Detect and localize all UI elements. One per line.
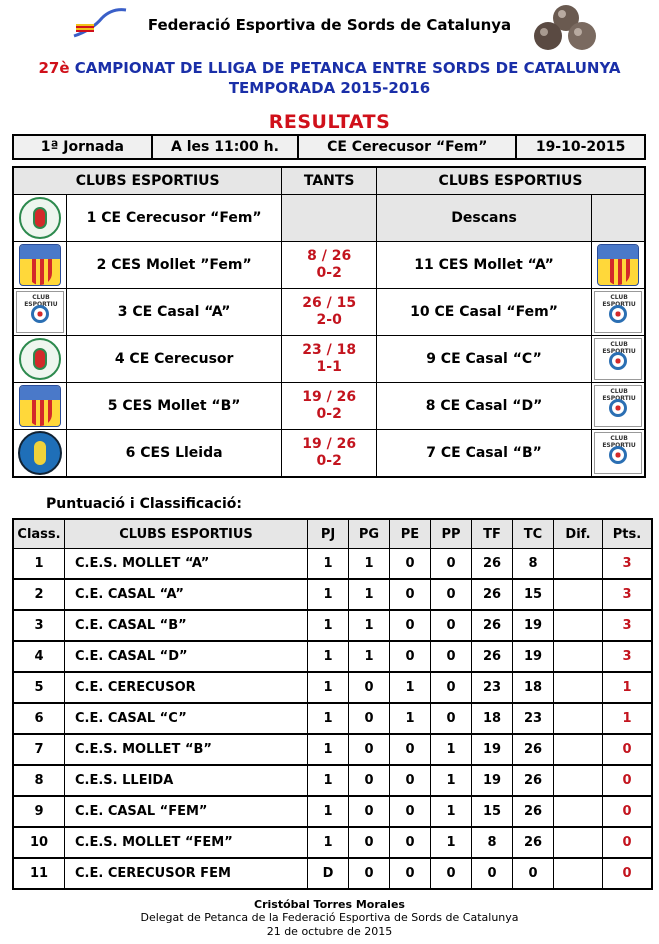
standings-points-for: 19 — [472, 734, 513, 765]
standings-difference — [554, 734, 603, 765]
standings-rank: 4 — [13, 641, 65, 672]
clubs-right-header: CLUBS ESPORTIUS — [376, 167, 645, 195]
col-pe: PE — [390, 519, 431, 549]
standings-rank: 3 — [13, 610, 65, 641]
away-club: 10 CE Casal “Fem” — [376, 289, 591, 336]
standings-lost: 1 — [431, 734, 472, 765]
standings-points: 0 — [603, 796, 653, 827]
match-row — [13, 430, 645, 478]
col-pts: Pts. — [603, 519, 653, 549]
standings-rank: 9 — [13, 796, 65, 827]
standings-lost: 1 — [431, 765, 472, 796]
standings-rank: 6 — [13, 703, 65, 734]
standings-won: 1 — [349, 610, 390, 641]
standings-club: C.E.S. LLEIDA — [65, 765, 308, 796]
standings-club: C.E. CASAL “B” — [65, 610, 308, 641]
standings-header-row — [13, 519, 652, 549]
standings-points-for: 15 — [472, 796, 513, 827]
mollet-logo-icon — [19, 244, 61, 286]
cerecusor-logo-icon — [19, 197, 61, 239]
standings-club: C.E.S. MOLLET “FEM” — [65, 827, 308, 858]
championship-name: CAMPIONAT DE LLIGA DE PETANCA ENTRE SORDS DE CATALUNYA — [69, 59, 621, 77]
standings-lost: 0 — [431, 672, 472, 703]
standings-points-for: 23 — [472, 672, 513, 703]
standings-club: C.E. CASAL “FEM” — [65, 796, 308, 827]
standings-played: 1 — [308, 672, 349, 703]
away-club: 11 CES Mollet “A” — [376, 242, 591, 289]
match-score: 8 / 26 0-2 — [282, 242, 377, 289]
match-row — [13, 195, 645, 242]
standings-points-for: 18 — [472, 703, 513, 734]
standings-difference — [554, 549, 603, 580]
standings-played: 1 — [308, 579, 349, 610]
standings-table — [12, 518, 653, 890]
standings-points-against: 8 — [513, 549, 554, 580]
standings-rank: 10 — [13, 827, 65, 858]
standings-row — [13, 796, 652, 827]
standings-difference — [554, 765, 603, 796]
standings-drawn: 0 — [390, 796, 431, 827]
standings-drawn: 0 — [390, 734, 431, 765]
clubs-left-header: CLUBS ESPORTIUS — [13, 167, 282, 195]
away-club: Descans — [376, 195, 591, 242]
standings-points-against: 15 — [513, 579, 554, 610]
standings-played: 1 — [308, 827, 349, 858]
standings-drawn: 0 — [390, 827, 431, 858]
standings-lost: 0 — [431, 610, 472, 641]
standings-won: 0 — [349, 703, 390, 734]
home-club: 1 CE Cerecusor “Fem” — [66, 195, 282, 242]
standings-club: C.E. CERECUSOR — [65, 672, 308, 703]
matches-table — [12, 166, 646, 478]
standings-row — [13, 579, 652, 610]
col-club: CLUBS ESPORTIUS — [65, 519, 308, 549]
matchday-info-bar — [12, 134, 646, 160]
standings-won: 0 — [349, 734, 390, 765]
standings-club: C.E. CASAL “C” — [65, 703, 308, 734]
standings-row — [13, 734, 652, 765]
standings-points-against: 26 — [513, 734, 554, 765]
standings-won: 0 — [349, 796, 390, 827]
col-tc: TC — [513, 519, 554, 549]
standings-lost: 0 — [431, 858, 472, 889]
standings-points: 3 — [603, 610, 653, 641]
standings-lost: 1 — [431, 796, 472, 827]
standings-drawn: 0 — [390, 610, 431, 641]
col-pj: PJ — [308, 519, 349, 549]
standings-played: 1 — [308, 549, 349, 580]
standings-drawn: 1 — [390, 703, 431, 734]
mollet-logo-icon — [597, 244, 639, 286]
standings-club: C.E. CERECUSOR FEM — [65, 858, 308, 889]
standings-title: Puntuació i Classificació: — [46, 496, 242, 512]
standings-row — [13, 703, 652, 734]
standings-points: 3 — [603, 579, 653, 610]
col-pp: PP — [431, 519, 472, 549]
federation-title: Federació Esportiva de Sords de Catalunya — [147, 16, 512, 34]
standings-club: C.E.S. MOLLET “B” — [65, 734, 308, 765]
standings-played: 1 — [308, 703, 349, 734]
standings-difference — [554, 641, 603, 672]
standings-row — [13, 641, 652, 672]
home-club: 3 CE Casal “A” — [66, 289, 282, 336]
standings-played: 1 — [308, 734, 349, 765]
home-club: 4 CE Cerecusor — [66, 336, 282, 383]
standings-rank: 7 — [13, 734, 65, 765]
match-score: 23 / 18 1-1 — [282, 336, 377, 383]
standings-won: 1 — [349, 579, 390, 610]
standings-points-for: 8 — [472, 827, 513, 858]
standings-won: 0 — [349, 765, 390, 796]
lleida-logo-icon — [18, 431, 62, 475]
standings-points: 3 — [603, 549, 653, 580]
match-score: 19 / 26 0-2 — [282, 383, 377, 430]
away-club: 9 CE Casal “C” — [376, 336, 591, 383]
standings-difference — [554, 827, 603, 858]
standings-lost: 1 — [431, 827, 472, 858]
col-tf: TF — [472, 519, 513, 549]
standings-club: C.E. CASAL “D” — [65, 641, 308, 672]
casal-logo-icon — [594, 385, 642, 427]
casal-logo-icon — [594, 432, 642, 474]
standings-drawn: 0 — [390, 765, 431, 796]
standings-points-for: 26 — [472, 579, 513, 610]
standings-points: 1 — [603, 672, 653, 703]
standings-difference — [554, 610, 603, 641]
standings-rank: 11 — [13, 858, 65, 889]
standings-difference — [554, 703, 603, 734]
match-score: 19 / 26 0-2 — [282, 430, 377, 478]
standings-difference — [554, 796, 603, 827]
standings-lost: 0 — [431, 703, 472, 734]
casal-logo-icon — [594, 338, 642, 380]
match-date: 19-10-2015 — [535, 139, 626, 155]
col-dif: Dif. — [554, 519, 603, 549]
col-class: Class. — [13, 519, 65, 549]
standings-difference — [554, 672, 603, 703]
standings-club: C.E. CASAL “A” — [65, 579, 308, 610]
footer-date: 21 de octubre de 2015 — [266, 925, 393, 938]
standings-row — [13, 858, 652, 889]
standings-drawn: 0 — [390, 549, 431, 580]
standings-difference — [554, 858, 603, 889]
petanque-balls-icon — [526, 4, 602, 52]
standings-lost: 0 — [431, 641, 472, 672]
standings-row — [13, 765, 652, 796]
standings-drawn: 0 — [390, 858, 431, 889]
standings-points: 3 — [603, 641, 653, 672]
casal-logo-icon — [594, 291, 642, 333]
standings-won: 1 — [349, 549, 390, 580]
standings-points-for: 19 — [472, 765, 513, 796]
standings-points-for: 0 — [472, 858, 513, 889]
casal-logo-icon — [16, 291, 64, 333]
match-time: A les 11:00 h. — [153, 136, 300, 158]
matchday-label: 1ª Jornada — [14, 136, 153, 158]
standings-points-against: 19 — [513, 641, 554, 672]
standings-won: 0 — [349, 827, 390, 858]
standings-points-for: 26 — [472, 641, 513, 672]
standings-points: 0 — [603, 827, 653, 858]
championship-title — [0, 58, 659, 98]
standings-points-against: 19 — [513, 610, 554, 641]
match-row — [13, 289, 645, 336]
standings-rank: 1 — [13, 549, 65, 580]
standings-played: 1 — [308, 610, 349, 641]
delegate-role: Delegat de Petanca de la Federació Esportiva de Sords de Catalunya — [140, 911, 519, 924]
standings-row — [13, 610, 652, 641]
standings-rank: 8 — [13, 765, 65, 796]
season-label: TEMPORADA 2015-2016 — [228, 79, 431, 97]
standings-points-for: 26 — [472, 549, 513, 580]
standings-row — [13, 827, 652, 858]
delegate-name: Cristóbal Torres Morales — [254, 898, 405, 911]
tants-header: TANTS — [282, 167, 377, 195]
standings-won: 0 — [349, 858, 390, 889]
standings-won: 1 — [349, 641, 390, 672]
standings-drawn: 0 — [390, 641, 431, 672]
standings-points: 1 — [603, 703, 653, 734]
standings-points: 0 — [603, 858, 653, 889]
standings-played: 1 — [308, 796, 349, 827]
standings-points: 0 — [603, 765, 653, 796]
standings-points-for: 26 — [472, 610, 513, 641]
match-row — [13, 383, 645, 430]
standings-points-against: 26 — [513, 796, 554, 827]
home-club: 2 CES Mollet ”Fem” — [66, 242, 282, 289]
standings-lost: 0 — [431, 549, 472, 580]
home-club: 6 CES Lleida — [66, 430, 282, 478]
championship-number: 27è — [38, 59, 70, 77]
mollet-logo-icon — [19, 385, 61, 427]
standings-played: 1 — [308, 765, 349, 796]
match-score: 26 / 15 2-0 — [282, 289, 377, 336]
match-venue: CE Cerecusor “Fem” — [299, 136, 517, 158]
standings-drawn: 1 — [390, 672, 431, 703]
cerecusor-logo-icon — [19, 338, 61, 380]
standings-rank: 2 — [13, 579, 65, 610]
away-club: 8 CE Casal “D” — [376, 383, 591, 430]
match-score — [282, 195, 377, 242]
standings-row — [13, 549, 652, 580]
standings-rank: 5 — [13, 672, 65, 703]
away-club: 7 CE Casal “B” — [376, 430, 591, 478]
col-pg: PG — [349, 519, 390, 549]
results-heading: RESULTATS — [268, 111, 391, 133]
home-club: 5 CES Mollet “B” — [66, 383, 282, 430]
standings-points-against: 26 — [513, 827, 554, 858]
standings-lost: 0 — [431, 579, 472, 610]
standings-played: D — [308, 858, 349, 889]
standings-club: C.E.S. MOLLET “A” — [65, 549, 308, 580]
standings-points-against: 18 — [513, 672, 554, 703]
standings-points-against: 0 — [513, 858, 554, 889]
standings-points-against: 26 — [513, 765, 554, 796]
standings-points-against: 23 — [513, 703, 554, 734]
standings-played: 1 — [308, 641, 349, 672]
standings-row — [13, 672, 652, 703]
standings-drawn: 0 — [390, 579, 431, 610]
standings-difference — [554, 579, 603, 610]
standings-points: 0 — [603, 734, 653, 765]
match-row — [13, 336, 645, 383]
match-row — [13, 242, 645, 289]
standings-won: 0 — [349, 672, 390, 703]
